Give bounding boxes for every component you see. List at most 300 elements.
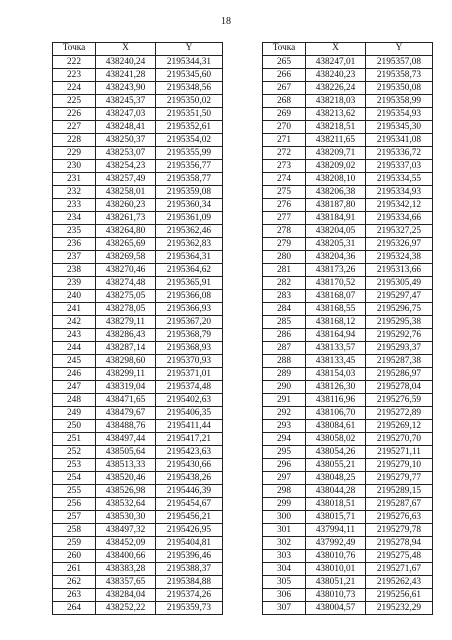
y-coordinate-cell: 2195232,29: [366, 601, 433, 614]
point-number-cell: 231: [53, 172, 96, 185]
y-coordinate-cell: 2195359,08: [156, 185, 223, 198]
y-coordinate-cell: 2195354,02: [156, 133, 223, 146]
y-coordinate-cell: 2195326,97: [366, 237, 433, 250]
point-number-cell: 226: [53, 107, 96, 120]
x-coordinate-cell: 438253,07: [96, 146, 156, 159]
table-row: [53, 497, 223, 510]
point-number-cell: 236: [53, 237, 96, 250]
y-coordinate-cell: 2195270,70: [366, 432, 433, 445]
y-coordinate-cell: 2195351,50: [156, 107, 223, 120]
x-coordinate-cell: 438357,65: [96, 575, 156, 588]
point-number-cell: 228: [53, 133, 96, 146]
point-number-cell: 256: [53, 497, 96, 510]
x-coordinate-cell: 438513,33: [96, 458, 156, 471]
x-coordinate-cell: 438240,23: [306, 68, 366, 81]
table-row: [263, 185, 433, 198]
y-coordinate-cell: 2195362,83: [156, 237, 223, 250]
x-coordinate-cell: 438260,23: [96, 198, 156, 211]
coordinates-table-left: [52, 42, 223, 615]
x-coordinate-cell: 438184,91: [306, 211, 366, 224]
table-row: [53, 224, 223, 237]
y-coordinate-cell: 2195352,61: [156, 120, 223, 133]
y-coordinate-cell: 2195278,94: [366, 536, 433, 549]
x-coordinate-cell: 438218,51: [306, 120, 366, 133]
x-coordinate-cell: 438479,67: [96, 406, 156, 419]
x-coordinate-cell: 438168,12: [306, 315, 366, 328]
point-number-cell: 230: [53, 159, 96, 172]
table-row: [263, 523, 433, 536]
point-number-cell: 304: [263, 562, 306, 575]
table-row: [263, 133, 433, 146]
point-number-cell: 249: [53, 406, 96, 419]
x-coordinate-cell: 438204,36: [306, 250, 366, 263]
point-number-cell: 235: [53, 224, 96, 237]
header-x: X: [306, 43, 366, 56]
x-coordinate-cell: 438209,02: [306, 159, 366, 172]
x-coordinate-cell: 438287,14: [96, 341, 156, 354]
table-row: [53, 523, 223, 536]
table-row: [263, 263, 433, 276]
y-coordinate-cell: 2195396,46: [156, 549, 223, 562]
y-coordinate-cell: 2195344,31: [156, 55, 223, 68]
x-coordinate-cell: 438004,57: [306, 601, 366, 614]
table-row: [53, 445, 223, 458]
point-number-cell: 294: [263, 432, 306, 445]
y-coordinate-cell: 2195345,60: [156, 68, 223, 81]
table-row: [53, 510, 223, 523]
y-coordinate-cell: 2195364,62: [156, 263, 223, 276]
table-row: [53, 536, 223, 549]
y-coordinate-cell: 2195430,66: [156, 458, 223, 471]
x-coordinate-cell: 438269,58: [96, 250, 156, 263]
x-coordinate-cell: 438213,62: [306, 107, 366, 120]
point-number-cell: 269: [263, 107, 306, 120]
x-coordinate-cell: 438226,24: [306, 81, 366, 94]
point-number-cell: 233: [53, 198, 96, 211]
point-number-cell: 283: [263, 289, 306, 302]
point-number-cell: 259: [53, 536, 96, 549]
point-number-cell: 278: [263, 224, 306, 237]
y-coordinate-cell: 2195324,38: [366, 250, 433, 263]
x-coordinate-cell: 438488,76: [96, 419, 156, 432]
point-number-cell: 254: [53, 471, 96, 484]
point-number-cell: 287: [263, 341, 306, 354]
point-number-cell: 229: [53, 146, 96, 159]
point-number-cell: 280: [263, 250, 306, 263]
x-coordinate-cell: 438520,46: [96, 471, 156, 484]
x-coordinate-cell: 437994,11: [306, 523, 366, 536]
point-number-cell: 288: [263, 354, 306, 367]
y-coordinate-cell: 2195358,99: [366, 94, 433, 107]
table-row: [53, 159, 223, 172]
point-number-cell: 281: [263, 263, 306, 276]
table-row: [53, 198, 223, 211]
table-row: [263, 406, 433, 419]
header-y: Y: [156, 43, 223, 56]
x-coordinate-cell: 438010,73: [306, 588, 366, 601]
y-coordinate-cell: 2195359,73: [156, 601, 223, 614]
y-coordinate-cell: 2195368,93: [156, 341, 223, 354]
x-coordinate-cell: 438497,44: [96, 432, 156, 445]
point-number-cell: 257: [53, 510, 96, 523]
table-row: [53, 432, 223, 445]
x-coordinate-cell: 438015,71: [306, 510, 366, 523]
x-coordinate-cell: 438010,01: [306, 562, 366, 575]
point-number-cell: 227: [53, 120, 96, 133]
x-coordinate-cell: 438243,90: [96, 81, 156, 94]
x-coordinate-cell: 438168,55: [306, 302, 366, 315]
table-row: [263, 419, 433, 432]
point-number-cell: 301: [263, 523, 306, 536]
y-coordinate-cell: 2195367,20: [156, 315, 223, 328]
table-row: [263, 497, 433, 510]
table-row: [263, 172, 433, 185]
x-coordinate-cell: 438526,98: [96, 484, 156, 497]
table-row: [263, 549, 433, 562]
table-row: [53, 601, 223, 614]
point-number-cell: 307: [263, 601, 306, 614]
x-coordinate-cell: 438054,26: [306, 445, 366, 458]
point-number-cell: 247: [53, 380, 96, 393]
x-coordinate-cell: 438018,51: [306, 497, 366, 510]
y-coordinate-cell: 2195337,03: [366, 159, 433, 172]
point-number-cell: 238: [53, 263, 96, 276]
x-coordinate-cell: 438252,22: [96, 601, 156, 614]
table-row: [53, 458, 223, 471]
table-row: [263, 471, 433, 484]
x-coordinate-cell: 438275,05: [96, 289, 156, 302]
x-coordinate-cell: 438250,37: [96, 133, 156, 146]
point-number-cell: 232: [53, 185, 96, 198]
x-coordinate-cell: 438164,94: [306, 328, 366, 341]
table-row: [263, 380, 433, 393]
y-coordinate-cell: 2195365,91: [156, 276, 223, 289]
table-row: [53, 120, 223, 133]
y-coordinate-cell: 2195406,35: [156, 406, 223, 419]
x-coordinate-cell: 438205,31: [306, 237, 366, 250]
y-coordinate-cell: 2195327,25: [366, 224, 433, 237]
point-number-cell: 284: [263, 302, 306, 315]
x-coordinate-cell: 438084,61: [306, 419, 366, 432]
table-row: [53, 562, 223, 575]
point-number-cell: 243: [53, 328, 96, 341]
table-row: [53, 237, 223, 250]
x-coordinate-cell: 438530,30: [96, 510, 156, 523]
y-coordinate-cell: 2195295,38: [366, 315, 433, 328]
x-coordinate-cell: 438218,03: [306, 94, 366, 107]
x-coordinate-cell: 438264,80: [96, 224, 156, 237]
x-coordinate-cell: 438241,28: [96, 68, 156, 81]
x-coordinate-cell: 438204,05: [306, 224, 366, 237]
x-coordinate-cell: 438286,43: [96, 328, 156, 341]
table-row: [263, 458, 433, 471]
point-number-cell: 306: [263, 588, 306, 601]
y-coordinate-cell: 2195358,73: [366, 68, 433, 81]
point-number-cell: 265: [263, 55, 306, 68]
y-coordinate-cell: 2195336,72: [366, 146, 433, 159]
y-coordinate-cell: 2195368,79: [156, 328, 223, 341]
x-coordinate-cell: 438170,52: [306, 276, 366, 289]
table-row: [53, 146, 223, 159]
y-coordinate-cell: 2195366,93: [156, 302, 223, 315]
y-coordinate-cell: 2195334,66: [366, 211, 433, 224]
coordinates-table-right: [262, 42, 433, 615]
y-coordinate-cell: 2195370,93: [156, 354, 223, 367]
page-number: 18: [221, 16, 231, 27]
table-row: [263, 276, 433, 289]
y-coordinate-cell: 2195305,49: [366, 276, 433, 289]
table-row: [263, 315, 433, 328]
y-coordinate-cell: 2195388,37: [156, 562, 223, 575]
point-number-cell: 258: [53, 523, 96, 536]
table-row: [263, 445, 433, 458]
y-coordinate-cell: 2195404,81: [156, 536, 223, 549]
point-number-cell: 263: [53, 588, 96, 601]
point-number-cell: 266: [263, 68, 306, 81]
x-coordinate-cell: 438265,69: [96, 237, 156, 250]
point-number-cell: 305: [263, 575, 306, 588]
point-number-cell: 260: [53, 549, 96, 562]
y-coordinate-cell: 2195256,61: [366, 588, 433, 601]
x-coordinate-cell: 438133,45: [306, 354, 366, 367]
point-number-cell: 248: [53, 393, 96, 406]
header-x: X: [96, 43, 156, 56]
x-coordinate-cell: 437992,49: [306, 536, 366, 549]
x-coordinate-cell: 438133,57: [306, 341, 366, 354]
x-coordinate-cell: 438126,30: [306, 380, 366, 393]
table-row: [53, 276, 223, 289]
table-row: [263, 536, 433, 549]
table-row: [53, 55, 223, 68]
table-row: [263, 94, 433, 107]
point-number-cell: 234: [53, 211, 96, 224]
table-row: [263, 393, 433, 406]
x-coordinate-cell: 438116,96: [306, 393, 366, 406]
y-coordinate-cell: 2195356,77: [156, 159, 223, 172]
x-coordinate-cell: 438058,02: [306, 432, 366, 445]
point-number-cell: 297: [263, 471, 306, 484]
table-row: [53, 354, 223, 367]
table-row: [53, 588, 223, 601]
y-coordinate-cell: 2195297,47: [366, 289, 433, 302]
y-coordinate-cell: 2195296,75: [366, 302, 433, 315]
table-row: [53, 185, 223, 198]
y-coordinate-cell: 2195360,34: [156, 198, 223, 211]
table-row: [263, 159, 433, 172]
point-number-cell: 277: [263, 211, 306, 224]
table-row: [263, 250, 433, 263]
y-coordinate-cell: 2195411,44: [156, 419, 223, 432]
x-coordinate-cell: 438497,32: [96, 523, 156, 536]
point-number-cell: 298: [263, 484, 306, 497]
x-coordinate-cell: 438208,10: [306, 172, 366, 185]
y-coordinate-cell: 2195289,15: [366, 484, 433, 497]
point-number-cell: 293: [263, 419, 306, 432]
y-coordinate-cell: 2195438,26: [156, 471, 223, 484]
point-number-cell: 279: [263, 237, 306, 250]
header-point: Точка: [263, 43, 306, 56]
point-number-cell: 222: [53, 55, 96, 68]
point-number-cell: 261: [53, 562, 96, 575]
y-coordinate-cell: 2195426,95: [156, 523, 223, 536]
point-number-cell: 239: [53, 276, 96, 289]
y-coordinate-cell: 2195341,08: [366, 133, 433, 146]
y-coordinate-cell: 2195279,77: [366, 471, 433, 484]
table-row: [53, 328, 223, 341]
point-number-cell: 290: [263, 380, 306, 393]
x-coordinate-cell: 438257,49: [96, 172, 156, 185]
table-row: [263, 341, 433, 354]
point-number-cell: 295: [263, 445, 306, 458]
point-number-cell: 303: [263, 549, 306, 562]
x-coordinate-cell: 438106,70: [306, 406, 366, 419]
table-row: [53, 250, 223, 263]
table-row: [263, 211, 433, 224]
y-coordinate-cell: 2195342,12: [366, 198, 433, 211]
table-row: [263, 562, 433, 575]
y-coordinate-cell: 2195384,88: [156, 575, 223, 588]
y-coordinate-cell: 2195262,43: [366, 575, 433, 588]
x-coordinate-cell: 438211,65: [306, 133, 366, 146]
point-number-cell: 296: [263, 458, 306, 471]
point-number-cell: 272: [263, 146, 306, 159]
table-row: [263, 107, 433, 120]
point-number-cell: 286: [263, 328, 306, 341]
point-number-cell: 275: [263, 185, 306, 198]
x-coordinate-cell: 438383,28: [96, 562, 156, 575]
y-coordinate-cell: 2195357,08: [366, 55, 433, 68]
point-number-cell: 271: [263, 133, 306, 146]
table-row: [263, 575, 433, 588]
y-coordinate-cell: 2195371,01: [156, 367, 223, 380]
table-row: [53, 133, 223, 146]
y-coordinate-cell: 2195278,04: [366, 380, 433, 393]
x-coordinate-cell: 438299,11: [96, 367, 156, 380]
point-number-cell: 264: [53, 601, 96, 614]
point-number-cell: 245: [53, 354, 96, 367]
table-row: [53, 419, 223, 432]
table-row: [53, 549, 223, 562]
y-coordinate-cell: 2195334,93: [366, 185, 433, 198]
point-number-cell: 299: [263, 497, 306, 510]
table-row: [53, 81, 223, 94]
x-coordinate-cell: 438209,71: [306, 146, 366, 159]
y-coordinate-cell: 2195279,10: [366, 458, 433, 471]
x-coordinate-cell: 438154,03: [306, 367, 366, 380]
table-row: [53, 315, 223, 328]
x-coordinate-cell: 438051,21: [306, 575, 366, 588]
x-coordinate-cell: 438247,01: [306, 55, 366, 68]
y-coordinate-cell: 2195276,59: [366, 393, 433, 406]
point-number-cell: 246: [53, 367, 96, 380]
x-coordinate-cell: 438248,41: [96, 120, 156, 133]
x-coordinate-cell: 438254,23: [96, 159, 156, 172]
y-coordinate-cell: 2195350,02: [156, 94, 223, 107]
table-row: [263, 68, 433, 81]
point-number-cell: 274: [263, 172, 306, 185]
table-row: [53, 289, 223, 302]
point-number-cell: 300: [263, 510, 306, 523]
y-coordinate-cell: 2195345,30: [366, 120, 433, 133]
y-coordinate-cell: 2195276,63: [366, 510, 433, 523]
y-coordinate-cell: 2195417,21: [156, 432, 223, 445]
y-coordinate-cell: 2195334,55: [366, 172, 433, 185]
y-coordinate-cell: 2195275,48: [366, 549, 433, 562]
table-row: [263, 367, 433, 380]
table-row: [263, 432, 433, 445]
table-row: [263, 81, 433, 94]
x-coordinate-cell: 438055,21: [306, 458, 366, 471]
point-number-cell: 224: [53, 81, 96, 94]
table-row: [53, 367, 223, 380]
point-number-cell: 242: [53, 315, 96, 328]
table-row: [263, 588, 433, 601]
y-coordinate-cell: 2195362,46: [156, 224, 223, 237]
y-coordinate-cell: 2195272,89: [366, 406, 433, 419]
point-number-cell: 282: [263, 276, 306, 289]
table-row: [263, 198, 433, 211]
y-coordinate-cell: 2195423,63: [156, 445, 223, 458]
table-row: [263, 510, 433, 523]
table-row: [53, 575, 223, 588]
x-coordinate-cell: 438010,76: [306, 549, 366, 562]
table-row: [53, 380, 223, 393]
x-coordinate-cell: 438471,65: [96, 393, 156, 406]
y-coordinate-cell: 2195313,66: [366, 263, 433, 276]
table-row: [53, 107, 223, 120]
table-row: [263, 146, 433, 159]
x-coordinate-cell: 438240,24: [96, 55, 156, 68]
y-coordinate-cell: 2195358,77: [156, 172, 223, 185]
table-row: [263, 354, 433, 367]
table-row: [53, 393, 223, 406]
point-number-cell: 289: [263, 367, 306, 380]
point-number-cell: 237: [53, 250, 96, 263]
x-coordinate-cell: 438206,38: [306, 185, 366, 198]
y-coordinate-cell: 2195279,78: [366, 523, 433, 536]
point-number-cell: 240: [53, 289, 96, 302]
table-header-row: [53, 43, 223, 56]
point-number-cell: 268: [263, 94, 306, 107]
x-coordinate-cell: 438173,26: [306, 263, 366, 276]
point-number-cell: 267: [263, 81, 306, 94]
point-number-cell: 273: [263, 159, 306, 172]
point-number-cell: 250: [53, 419, 96, 432]
table-row: [263, 484, 433, 497]
x-coordinate-cell: 438400,66: [96, 549, 156, 562]
point-number-cell: 276: [263, 198, 306, 211]
point-number-cell: 291: [263, 393, 306, 406]
point-number-cell: 270: [263, 120, 306, 133]
y-coordinate-cell: 2195271,67: [366, 562, 433, 575]
y-coordinate-cell: 2195446,39: [156, 484, 223, 497]
point-number-cell: 225: [53, 94, 96, 107]
y-coordinate-cell: 2195287,67: [366, 497, 433, 510]
point-number-cell: 241: [53, 302, 96, 315]
x-coordinate-cell: 438452,09: [96, 536, 156, 549]
point-number-cell: 302: [263, 536, 306, 549]
y-coordinate-cell: 2195355,99: [156, 146, 223, 159]
y-coordinate-cell: 2195402,63: [156, 393, 223, 406]
y-coordinate-cell: 2195271,11: [366, 445, 433, 458]
x-coordinate-cell: 438168,07: [306, 289, 366, 302]
table-row: [53, 484, 223, 497]
table-row: [53, 471, 223, 484]
y-coordinate-cell: 2195366,08: [156, 289, 223, 302]
point-number-cell: 262: [53, 575, 96, 588]
x-coordinate-cell: 438532,64: [96, 497, 156, 510]
x-coordinate-cell: 438187,80: [306, 198, 366, 211]
